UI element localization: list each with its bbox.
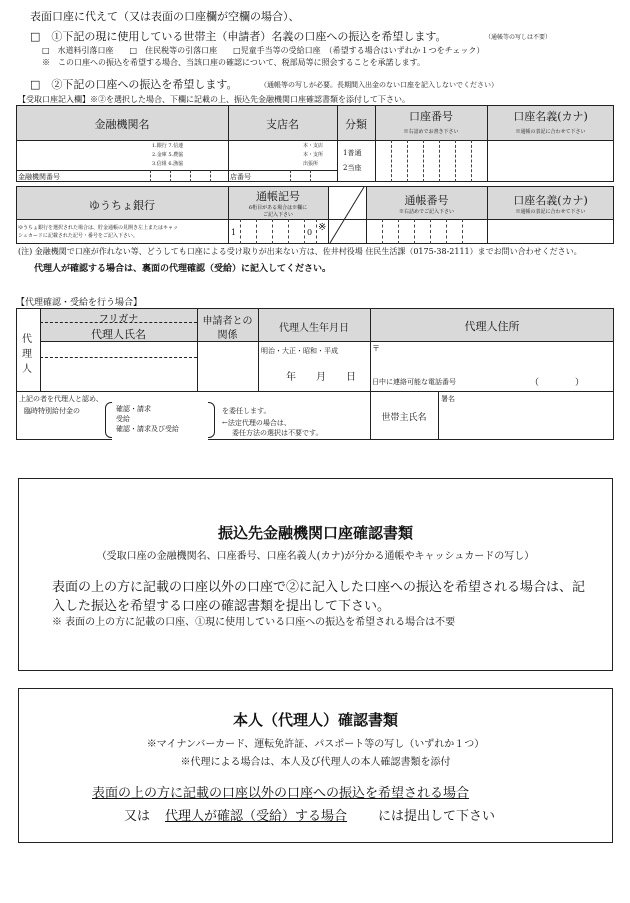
yucho-holder-note: ※通帳の表記に合わせて下さい bbox=[515, 209, 586, 215]
choice-receive[interactable]: 受給 bbox=[116, 415, 130, 423]
id-doc-title: 本人（代理人）確認書類 bbox=[232, 711, 398, 729]
entrust-text: を委任します。 bbox=[222, 407, 271, 415]
phone-area-code-paren: （ ） bbox=[530, 378, 585, 388]
header-proxy-name: 代理人氏名 bbox=[91, 328, 146, 341]
birthdate-ymd: 年 月 日 bbox=[286, 372, 356, 383]
proxy-instruction: 代理人が確認する場合は、裏面の代理確認（受給）に記入してください。 bbox=[34, 264, 332, 274]
header-furigana: フリガナ bbox=[98, 314, 139, 325]
intro-heading: 表面口座に代えて（又は表面の口座欄が空欄の場合）、 bbox=[30, 10, 300, 23]
slash-divider bbox=[328, 186, 366, 244]
header-account-holder: 口座名義(カナ) bbox=[513, 110, 588, 123]
account-type-current[interactable]: 2当座 bbox=[343, 164, 362, 172]
bank-type-2[interactable]: 2.金庫 5.農協 bbox=[152, 152, 184, 158]
id-doc-types: ※マイナンバーカード、運転免許証、パスポート等の写し（いずれか１つ） bbox=[146, 739, 485, 750]
bank-doc-title: 振込先金融機関口座確認書類 bbox=[217, 524, 413, 542]
era-options[interactable]: 明治・大正・昭和・平成 bbox=[261, 347, 338, 355]
bank-doc-line-2: 入した振込を希望する口座の確認書類を提出して下さい。 bbox=[52, 599, 391, 614]
bank-doc-note: ※ 表面の上の方に記載の口座、①現に使用している口座への振込を希望される場合は不要 bbox=[52, 617, 456, 628]
passbook-end-digit: 0 bbox=[307, 228, 313, 237]
account-type-ordinary[interactable]: 1普通 bbox=[343, 149, 362, 157]
id-doc-condition-2: 代理人が確認（受給）する場合 bbox=[165, 809, 348, 824]
header-relation-1: 申請者との bbox=[202, 316, 253, 327]
option2-checkbox-label[interactable]: □ ②下記の口座への振込を希望します。 bbox=[30, 78, 238, 91]
proxy-side-char-2: 理 bbox=[22, 349, 32, 360]
option1-sub-checkboxes[interactable]: □ 水道料引落口座 □ 住民税等の引落口座 □児童手当等の受給口座 （希望する場合はいずれか１つをチェック） bbox=[42, 46, 485, 55]
inquiry-footnote: (注) 金融機関で口座が作れない等、どうしても口座による受け取りが出来ない方は、佐井村役場 住民生活課（0175-38-2111）までお問い合わせください。 bbox=[18, 247, 582, 256]
proxy-heading: 【代理確認・受給を行う場合】 bbox=[16, 298, 143, 308]
id-doc-or: 又は bbox=[124, 809, 151, 824]
postal-mark: 〒 bbox=[372, 344, 380, 353]
branch-code-label: 店番号 bbox=[230, 173, 251, 181]
option1-checkbox-label[interactable]: □ ①下記の現に使用している世帯主（申請者）名義の口座への振込を希望します。 bbox=[30, 30, 447, 43]
id-doc-submit: には提出して下さい bbox=[378, 809, 496, 824]
legal-proxy-note-1: ←法定代理の場合は、 bbox=[222, 419, 291, 427]
option1-consent: ※ この口座への振込を希望する場合、当該口座の確認について、税部局等に照会することを承諾します。 bbox=[42, 58, 426, 67]
yucho-label: ゆうちょ銀行 bbox=[89, 199, 155, 212]
bank-doc-subtitle: （受取口座の金融機関名、口座番号、口座名義人(カナ)が分かる通帳やキャッシュカードの写し） bbox=[96, 551, 535, 562]
bank-type-3[interactable]: 3.信組 6.漁協 bbox=[152, 161, 184, 167]
header-account-number: 口座番号 bbox=[409, 110, 453, 123]
bank-type-1[interactable]: 1.銀行 7.信連 bbox=[152, 143, 184, 149]
legal-proxy-note-2: 委任方法の選択は不要です。 bbox=[232, 429, 323, 437]
header-account-type: 分類 bbox=[345, 118, 367, 131]
entry-label: 【受取口座記入欄】※②を選択した場合、下欄に記載の上、振込先金融機関口座確認書類を添付して下さい。 bbox=[18, 95, 410, 104]
proxy-side-char-3: 人 bbox=[22, 364, 32, 375]
header-branch-name: 支店名 bbox=[266, 118, 299, 131]
choice-confirm-and-receive[interactable]: 確認・請求及び受給 bbox=[116, 425, 179, 433]
branch-type-2[interactable]: 本・支所 bbox=[303, 152, 324, 158]
branch-type-3[interactable]: 出張所 bbox=[303, 161, 319, 167]
header-yucho-holder: 口座名義(カナ) bbox=[513, 194, 588, 207]
passbook-start-digit: 1 bbox=[231, 228, 237, 237]
proxy-side-char-1: 代 bbox=[22, 334, 32, 345]
signature-label: 署名 bbox=[441, 395, 455, 403]
passbook-sixth-digit-mark: ※ bbox=[318, 222, 327, 233]
daytime-phone-label: 日中に連絡可能な電話番号 bbox=[372, 378, 456, 386]
option1-note: （通帳等の写しは不要） bbox=[485, 34, 552, 41]
id-doc-condition-1: 表面の上の方に記載の口座以外の口座への振込を希望される場合 bbox=[92, 786, 470, 801]
passbook-number-note: ※右詰めでご記入下さい bbox=[398, 209, 454, 215]
bank-doc-line-1: 表面の上の方に記載の口座以外の口座で②に記入した口座への振込を希望される場合は、記 bbox=[52, 580, 586, 595]
passbook-symbol-note: 6桁目がある場合は※欄に bbox=[248, 205, 308, 211]
delegate-line-1: 上記の者を代理人と認め、 bbox=[19, 395, 103, 403]
branch-type-1[interactable]: 本・支店 bbox=[303, 143, 324, 149]
head-of-household-label: 世帯主氏名 bbox=[381, 413, 427, 423]
header-relation-2: 関係 bbox=[217, 330, 238, 341]
option2-note: （通帳等の写しが必要。長期間入出金のない口座を記入しないでください） bbox=[260, 81, 498, 89]
header-passbook-number: 通帳番号 bbox=[404, 194, 449, 207]
bank-doc-box bbox=[18, 478, 613, 671]
header-proxy-birthdate: 代理人生年月日 bbox=[279, 323, 349, 334]
account-holder-note: ※通帳の表記に合わせて下さい bbox=[515, 129, 586, 135]
delegate-line-2: 臨時特別給付金の bbox=[24, 407, 80, 415]
header-bank-name: 金融機関名 bbox=[94, 118, 150, 131]
account-number-note: ※右詰めでお書き下さい bbox=[403, 129, 459, 135]
yucho-note-1: ゆうちょ銀行を選択された場合は、貯金通帳の見開き左上またはキャッ bbox=[18, 225, 179, 231]
choice-confirm-request[interactable]: 確認・請求 bbox=[116, 405, 151, 413]
id-doc-proxy-note: ※代理による場合は、本人及び代理人の本人確認書類を添付 bbox=[180, 757, 451, 768]
header-passbook-symbol: 通帳記号 bbox=[256, 190, 300, 203]
passbook-symbol-note2: ご記入下さい bbox=[262, 212, 293, 218]
yucho-note-2: シュカードに記載された記号・番号をご記入下さい。 bbox=[18, 233, 138, 239]
bank-code-label: 金融機関番号 bbox=[18, 173, 60, 181]
header-proxy-address: 代理人住所 bbox=[464, 320, 520, 333]
